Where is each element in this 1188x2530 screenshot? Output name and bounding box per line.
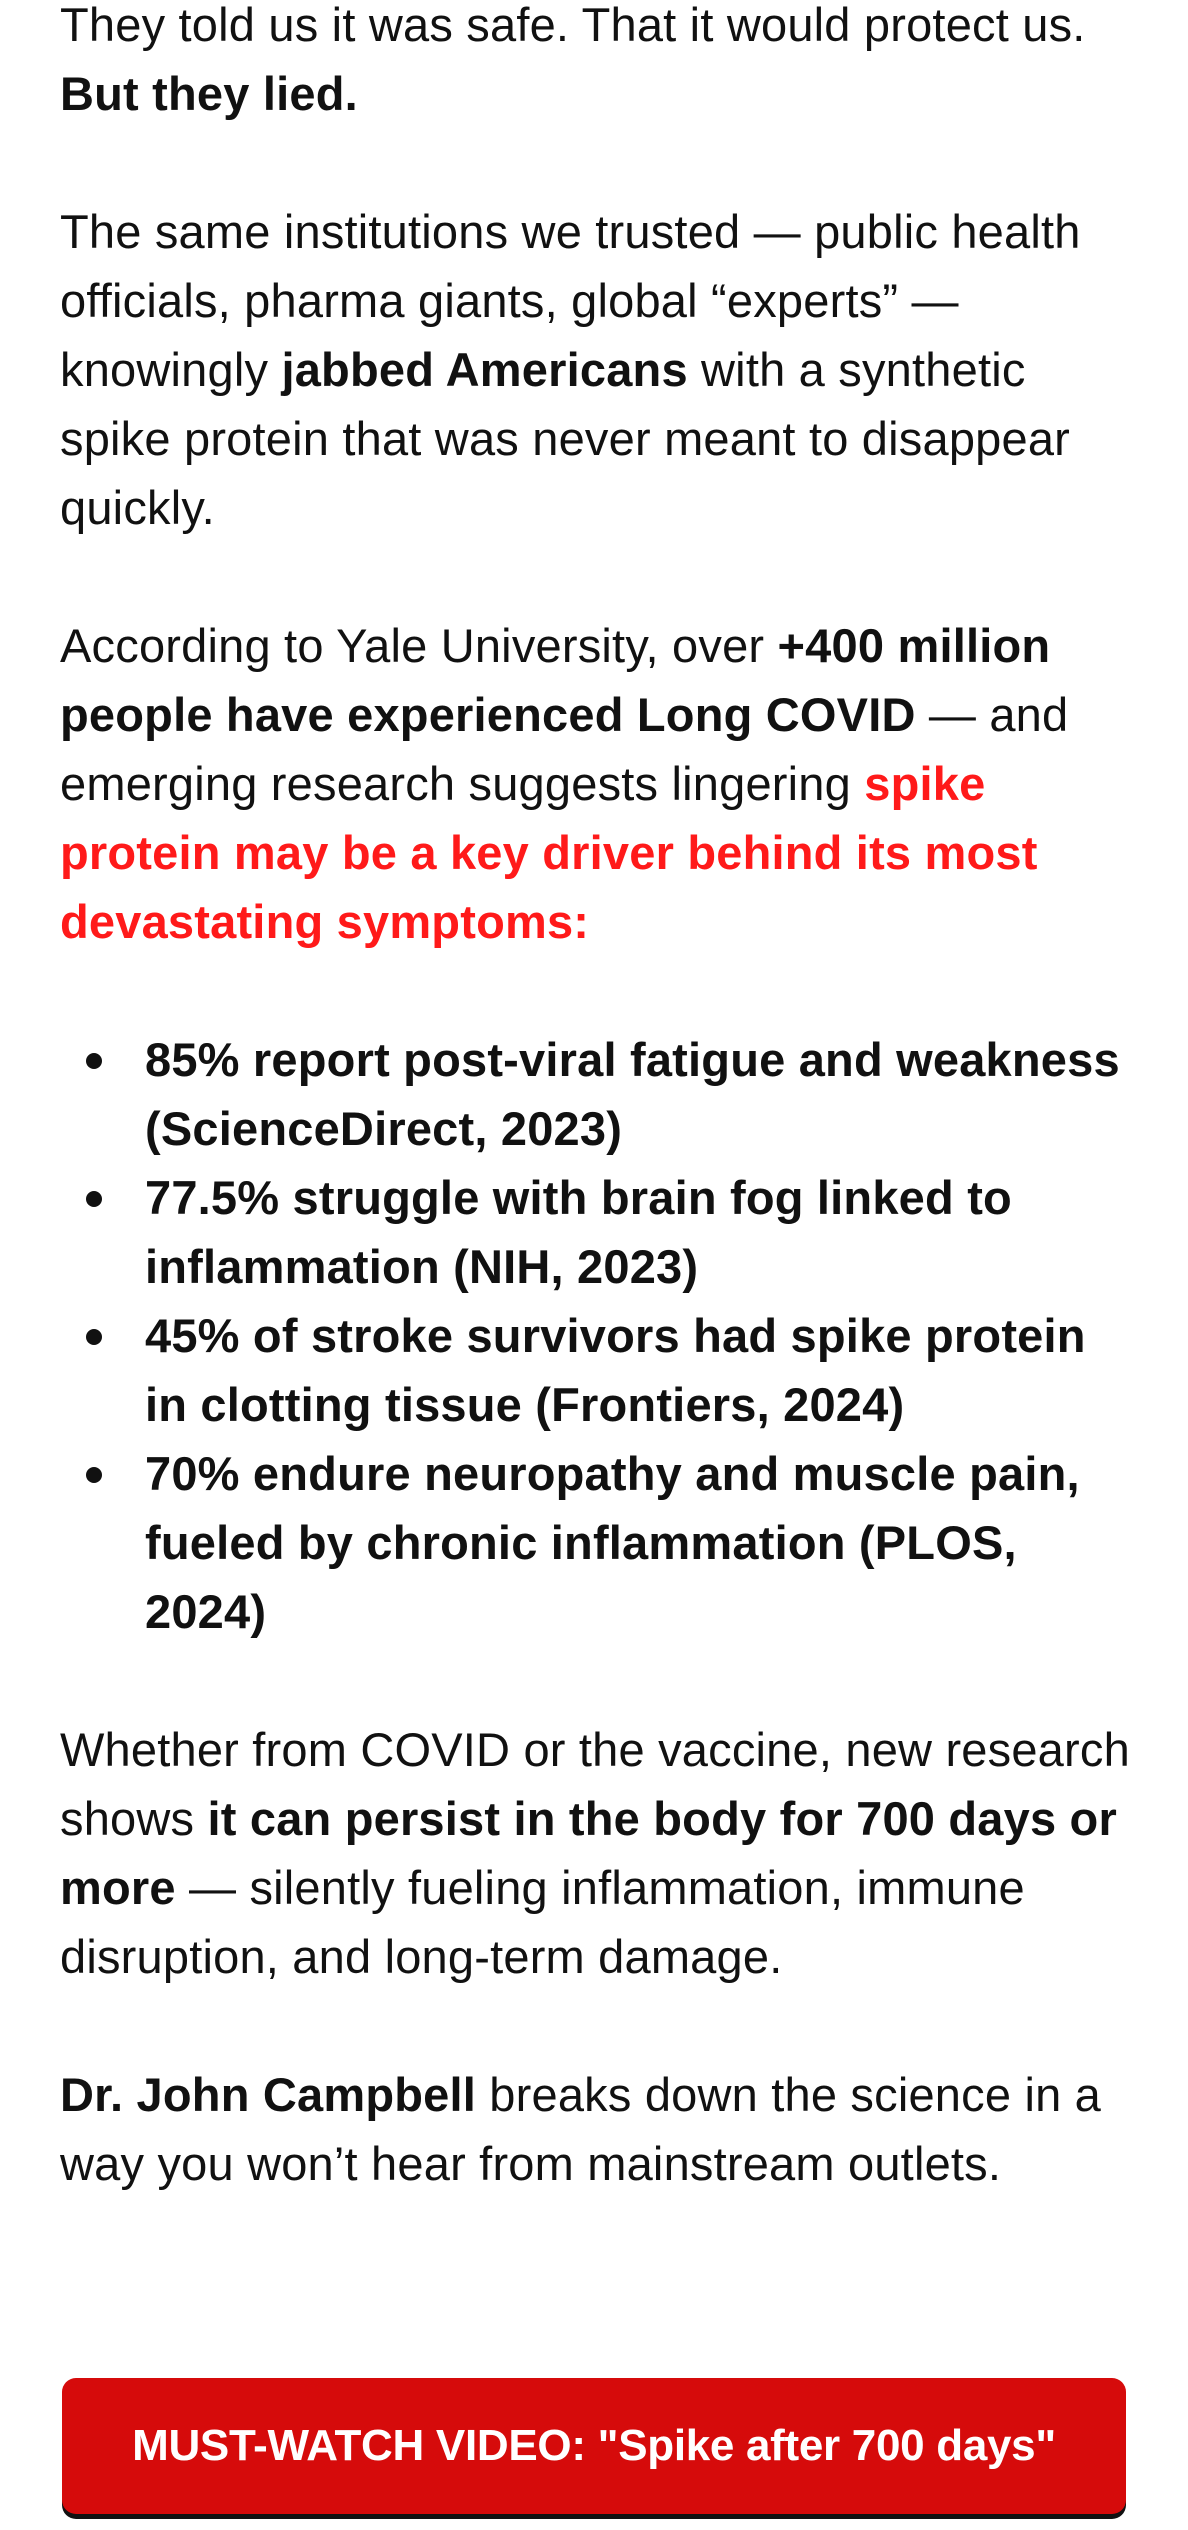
yale-paragraph bbox=[60, 611, 1140, 956]
bullet-icon bbox=[86, 1191, 102, 1207]
must-watch-video-button[interactable] bbox=[62, 2378, 1126, 2514]
stats-list bbox=[60, 1025, 1140, 1646]
intro-paragraph bbox=[60, 0, 1140, 128]
institutions-text-end: with a synthetic spike protein that was never meant to disappear quickly. bbox=[60, 343, 1071, 534]
list-item bbox=[60, 1025, 1140, 1163]
bullet-icon bbox=[86, 1053, 102, 1069]
persist-text: Whether from COVID or the vaccine, new research shows bbox=[60, 1723, 1130, 1845]
institutions-bold: jabbed Americans bbox=[281, 343, 688, 396]
stat-text: 77.5% struggle with brain fog linked to inflammation (NIH, 2023) bbox=[145, 1171, 1012, 1293]
persist-text-end: — silently fueling inflammation, immune disruption, and long-term damage. bbox=[60, 1861, 1025, 1983]
stat-text: 45% of stroke survivors had spike protein in clotting tissue (Frontiers, 2024) bbox=[145, 1309, 1086, 1431]
campbell-name: Dr. John Campbell bbox=[60, 2068, 477, 2121]
list-item bbox=[60, 1163, 1140, 1301]
list-item bbox=[60, 1301, 1140, 1439]
yale-text: According to Yale University, over bbox=[60, 619, 778, 672]
yale-text-middle: — and emerging research suggests lingering bbox=[60, 688, 1069, 810]
institutions-text: The same institutions we trusted — public health officials, pharma giants, global “experts” — knowingly bbox=[60, 205, 1081, 396]
stat-text: 85% report post-viral fatigue and weakness (ScienceDirect, 2023) bbox=[145, 1033, 1120, 1155]
yale-red-highlight: spike protein may be a key driver behind its most devastating symptoms: bbox=[60, 757, 1038, 948]
campbell-text: breaks down the science in a way you won’t hear from mainstream outlets. bbox=[60, 2068, 1102, 2190]
list-item bbox=[60, 1439, 1140, 1646]
institutions-paragraph bbox=[60, 197, 1140, 542]
intro-text: They told us it was safe. That it would protect us. bbox=[60, 0, 1086, 51]
cta-label: MUST-WATCH VIDEO: "Spike after 700 days" bbox=[132, 2421, 1056, 2470]
persist-bold: it can persist in the body for 700 days or more bbox=[60, 1792, 1117, 1914]
bullet-icon bbox=[86, 1467, 102, 1483]
campbell-paragraph bbox=[60, 2060, 1140, 2198]
bullet-icon bbox=[86, 1329, 102, 1345]
stat-text: 70% endure neuropathy and muscle pain, fueled by chronic inflammation (PLOS, 2024) bbox=[145, 1447, 1080, 1638]
yale-bold: +400 million people have experienced Long COVID bbox=[60, 619, 1051, 741]
intro-bold: But they lied. bbox=[60, 67, 358, 120]
persist-paragraph bbox=[60, 1715, 1140, 1991]
article-body bbox=[60, 0, 1140, 2267]
